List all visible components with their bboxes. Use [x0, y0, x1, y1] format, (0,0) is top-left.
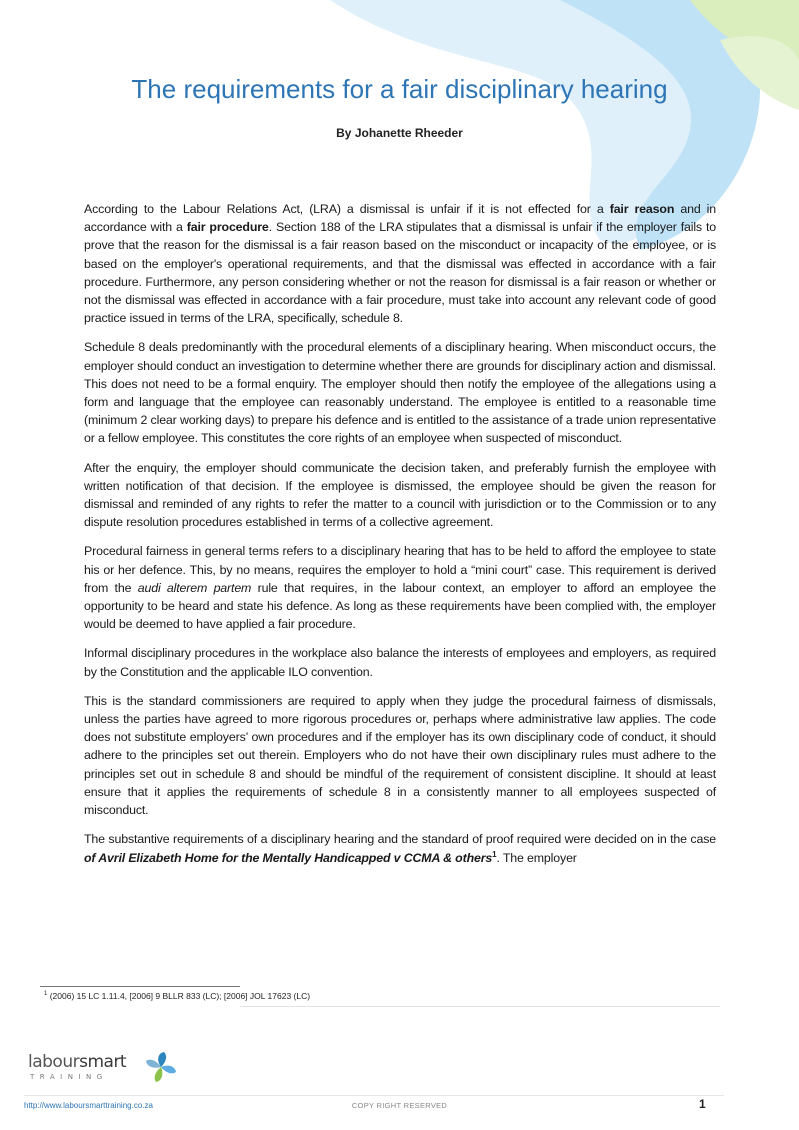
paragraph	[84, 830, 716, 866]
paragraph	[84, 338, 716, 447]
logo-word-labour: labour	[28, 1052, 80, 1072]
footer-copyright: COPY RIGHT RESERVED	[351, 1101, 448, 1110]
text-run: According to the Labour Relations Act, (LRA) a dismissal is unfair if it is not effected for a	[84, 202, 610, 216]
logo-petal-right	[161, 1066, 176, 1074]
text-run: Informal disciplinary procedures in the workplace also balance the interests of employees and employers, as required by the Constitution and the applicable ILO convention.	[84, 646, 716, 679]
footer-divider	[24, 1095, 724, 1096]
paragraph	[84, 459, 716, 532]
document-title: The requirements for a fair disciplinary hearing	[131, 74, 668, 104]
logo-pinwheel-icon	[144, 1050, 178, 1084]
text-run: and in accordance with a	[84, 202, 716, 235]
paragraph	[84, 542, 716, 633]
footnote	[44, 991, 310, 1001]
footer-website-link[interactable]: http://www.laboursmarttraining.co.za	[24, 1101, 153, 1110]
text-run: This is the standard commissioners are required to apply when they judge the procedural fairness of dismissals, unless the parties have agreed to more rigorous procedures or, perhaps where administrative law applies. The code does not substitute employers’ own procedures and if the employer has its own disciplinary code of conduct, it should adhere to the principles set out therein. Employers who do not have their own disciplinary rules must adhere to the principles set out in schedule 8 and should be mindful of the requirement of consistent discipline. It should at least ensure that it applies the requirements of schedule 8 in a consistently manner to all employees suspected of misconduct.	[84, 693, 716, 818]
logo-wordmark	[28, 1052, 126, 1072]
text-run: The substantive requirements of a disciplinary hearing and the standard of proof required were decided on in the case	[84, 832, 716, 847]
laboursmart-logo	[28, 1050, 178, 1086]
text-run: After the enquiry, the employer should communicate the decision taken, and preferably furnish the employee with written notification of that decision. If the employee is dismissed, the employee should be given the reason for dismissal and reminded of any rights to refer the matter to a council with jurisdiction or to the Commission or to any dispute resolution procedures established in terms of a collective agreement.	[84, 460, 716, 530]
text-run: . Section 188 of the LRA stipulates that a dismissal is unfair if the employer fails to prove that the reason for the dismissal is a fair reason based on the misconduct or incapacity of the employee, or is based on the employer's operational requirements, and that the dismissal was effected in accordance with a fair procedure. Furthermore, any person considering whether or not the reason for dismissal is a fair reason or whether or not the dismissal was effected in accordance with a fair procedure, must take into account any relevant code of good practice issued in terms of the LRA, specifically, schedule 8.	[84, 220, 717, 326]
paragraph	[84, 692, 716, 819]
page-number: 1	[699, 1097, 706, 1111]
footnote-divider-light	[240, 1006, 720, 1007]
paragraph	[84, 644, 716, 680]
logo-word-smart: smart	[79, 1052, 127, 1072]
logo-petal-bottom	[155, 1067, 163, 1082]
logo-subtitle: TRAINING	[30, 1073, 108, 1081]
footnote-divider	[40, 986, 240, 987]
footnote-marker: 1	[44, 991, 48, 998]
paragraph	[84, 200, 716, 327]
footnote-reference: 1	[492, 849, 497, 859]
emphasis-text: of Avril Elizabeth Home for the Mentally Handicapped v CCMA & others	[84, 850, 493, 865]
text-run: Procedural fairness in general terms refers to a disciplinary hearing that has to be held to afford the employee to state his or her defence. This, by no means, requires the employer to hold a “mini court” case. This requirement is derived from the	[84, 544, 716, 595]
emphasis-text: audi alterem partem	[137, 580, 252, 595]
document-body	[84, 200, 716, 878]
text-run: . The employer	[496, 850, 577, 865]
text-run: Schedule 8 deals predominantly with the procedural elements of a disciplinary hearing. When misconduct occurs, the employer should conduct an investigation to determine whether there are grounds for disciplinary action and dismissal. This does not need to be a formal enquiry. The employer should then notify the employee of the allegations using a form and language that the employee can reasonably understand. The employee is entitled to a reasonable time (minimum 2 clear working days) to prepare his defence and is entitled to the assistance of a trade union representative or a fellow employee. This constitutes the core rights of an employee when suspected of misconduct.	[84, 340, 716, 446]
logo-petal-top	[158, 1052, 166, 1067]
footnote-text: (2006) 15 LC 1.11.4, [2006] 9 BLLR 833 (LC); [2006] JOL 17623 (LC)	[47, 991, 311, 1001]
emphasis-text: fair reason	[609, 202, 675, 216]
text-run: rule that requires, in the labour context, an employer to afford an employee the opportunity to be heard and state his defence. As long as these requirements have been complied with, the employer would be deemed to have applied a fair procedure.	[84, 580, 716, 632]
emphasis-text: fair procedure	[186, 220, 269, 235]
author-byline: By Johanette Rheeder	[336, 126, 463, 140]
